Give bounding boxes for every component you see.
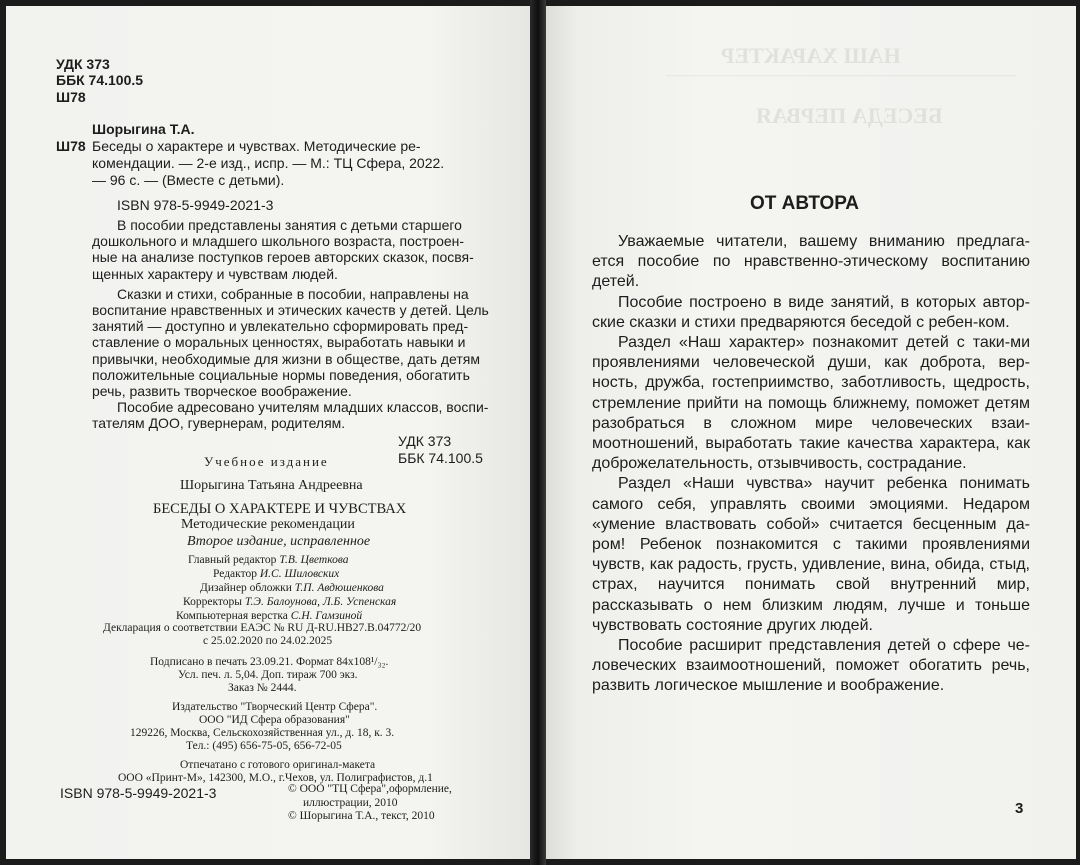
copyright-line-3: © Шорыгина Т.А., текст, 2010 — [288, 810, 435, 822]
book-title: БЕСЕДЫ О ХАРАКТЕРЕ И ЧУВСТВАХ — [153, 501, 407, 517]
abstract-line: ставление о моральных ценностях, выработать навыки и — [92, 334, 466, 351]
abstract-line: положительные социальные нормы поведения, обогатить — [92, 366, 470, 383]
abstract-line: В пособии представлены занятия с детьми старшего — [117, 217, 462, 233]
udk-code: УДК 373 — [56, 56, 110, 72]
credit-name: Т.Э. Балоунова, Л.Б. Успенская — [244, 596, 397, 608]
foreword-paragraph: Раздел «Наши чувства» научит ребенка понимать самого себя, управлять своими эмоциями. Недаром «умение властвовать собой» считается бесценным да-ром! Ребенок познакомится с такими проявлениями чувств, как радость, грусть, удивление, вина, обида, стыд, страх, научится понимать свой внутренний мир, рассказывать о нем близким людям, лучше и тоньше чувствовать состояние других людей. — [592, 475, 1030, 634]
bbk-code: ББК 74.100.5 — [56, 72, 144, 88]
author-sign-marker: Ш78 — [56, 138, 86, 154]
bibliographic-line-3: — 96 с. — (Вместе с детьми). — [92, 172, 285, 188]
printed-line-1: Отпечатано с готового оригинал-макета — [180, 759, 376, 771]
credit-role: Редактор — [213, 568, 257, 580]
print-info-2: Усл. печ. л. 5,04. Доп. тираж 700 экз. — [178, 669, 358, 681]
edition-type: Учебное издание — [204, 454, 329, 469]
credit-line — [176, 581, 396, 595]
print-info-3: Заказ № 2444. — [228, 682, 297, 694]
page-number: 3 — [1015, 800, 1024, 817]
abstract — [92, 217, 497, 432]
author-full-name: Шорыгина Татьяна Андреевна — [180, 478, 363, 493]
copyright-line-1: © ООО "ТЦ Сфера",оформление, — [288, 783, 452, 795]
abstract-line: щенных характеру и чувствам людей. — [92, 265, 338, 282]
isbn-bottom: ISBN 978-5-9949-2021-3 — [60, 785, 217, 801]
abstract-line: занятий — доступно и увлекательно сформировать пред- — [92, 318, 469, 335]
printed-line-2: ООО «Принт-М», 142300, М.О., г.Чехов, ул. Полиграфистов, д.1 — [118, 772, 433, 784]
author-sign: Ш78 — [56, 89, 86, 105]
declaration-line-1: Декларация о соответствии ЕАЭС № RU Д-RU.НВ27.В.04772/20 — [103, 622, 422, 634]
credit-name: С.Н. Гамзиной — [290, 610, 363, 622]
abstract-line: ные на анализе поступков героев авторских сказок, посвя- — [92, 249, 474, 266]
bibliographic-line-1: Беседы о характере и чувствах. Методические ре- — [92, 138, 421, 154]
bleed-through-text: БЕСЕДА ПЕРВАЯ — [756, 103, 943, 128]
credit-name: И.С. Шиловских — [259, 568, 340, 580]
foreword-paragraph: Раздел «Наш характер» познакомит детей с таки-ми проявлениями человеческой души, как доброта, вер-ность, дружба, гостеприимство, заботливость, щедрость, стремление прийти на помощь ближнему, поможет детям разобраться в сложном мире человеческих взаи-моотношений, выработать такие качества характера, как доброжелательность, отзывчивость, сострадание. — [592, 334, 1030, 473]
bibliographic-line-2: комендации. — 2-е изд., испр. — М.: ТЦ Сфера, 2022. — [92, 155, 445, 171]
author-foreword — [592, 232, 1030, 697]
udk-code-repeat: УДК 373 — [398, 433, 452, 449]
author-name: Шорыгина Т.А. — [92, 121, 195, 137]
credits — [176, 553, 396, 623]
publisher-line-2: ООО "ИД Сфера образования" — [199, 714, 350, 726]
credit-role: Главный редактор — [188, 554, 277, 566]
section-heading: ОТ АВТОРА — [750, 193, 860, 214]
credit-name: Т.П. Авдюшенкова — [294, 582, 384, 594]
abstract-line: привычки, необходимые для жизни в обществе, дать детям — [92, 350, 480, 367]
abstract-line: Пособие адресовано учителям младших классов, воспи- — [117, 399, 489, 416]
publisher-line-1: Издательство "Творческий Центр Сфера". — [172, 701, 378, 713]
abstract-line: дошкольного и младшего школьного возраста, построен- — [92, 233, 465, 250]
bleed-through-text: ————————————————————————— — [666, 68, 1016, 83]
publisher-address: 129226, Москва, Сельскохозяйственная ул., д. 18, к. 3. — [130, 727, 395, 739]
credit-name: Т.В. Цветкова — [279, 554, 349, 566]
abstract-line: воспитание нравственных и этических качеств у детей. Цель — [92, 302, 489, 319]
foreword-paragraph: Уважаемые читатели, вашему вниманию предлага-ется пособие по нравственно-этическому воспитанию детей. — [592, 233, 1030, 291]
print-info-1: Подписано в печать 23.09.21. Формат 84x108¹/₃₂. — [150, 656, 389, 668]
declaration-line-2: с 25.02.2020 по 24.02.2025 — [203, 635, 333, 647]
credit-role: Корректоры — [183, 596, 242, 608]
credit-role: Компьютерная верстка — [176, 610, 288, 622]
bleed-through-text: НАШ ХАРАКТЕР — [721, 43, 901, 68]
credit-line — [176, 553, 396, 567]
foreword-paragraph: Пособие построено в виде занятий, в которых автор-ские сказки и стихи предваряются беседой с ребен-ком. — [592, 293, 1030, 331]
abstract-line: Сказки и стихи, собранные в пособии, направлены на — [117, 285, 469, 302]
abstract-line: речь, развить творческое воображение. — [92, 383, 352, 400]
bbk-code-repeat: ББК 74.100.5 — [398, 450, 483, 466]
edition-note: Второе издание, исправленное — [187, 534, 371, 549]
credit-line — [176, 567, 396, 581]
foreword-paragraph: Пособие расширит представления детей о сфере че-ловеческих взаимоотношений, поможет обогатить речь, развить логическое мышление и воображение. — [592, 637, 1030, 695]
isbn: ISBN 978-5-9949-2021-3 — [117, 197, 274, 213]
book-gutter — [530, 0, 546, 865]
book-subtitle: Методические рекомендации — [181, 517, 355, 532]
publisher-phone: Тел.: (495) 656-75-05, 656-72-05 — [186, 740, 342, 752]
credit-line — [176, 595, 396, 609]
credit-role: Дизайнер обложки — [200, 582, 292, 594]
abstract-line: тателям ДОО, гувернерам, родителям. — [92, 415, 346, 432]
copyright-line-2: иллюстрации, 2010 — [303, 797, 398, 809]
